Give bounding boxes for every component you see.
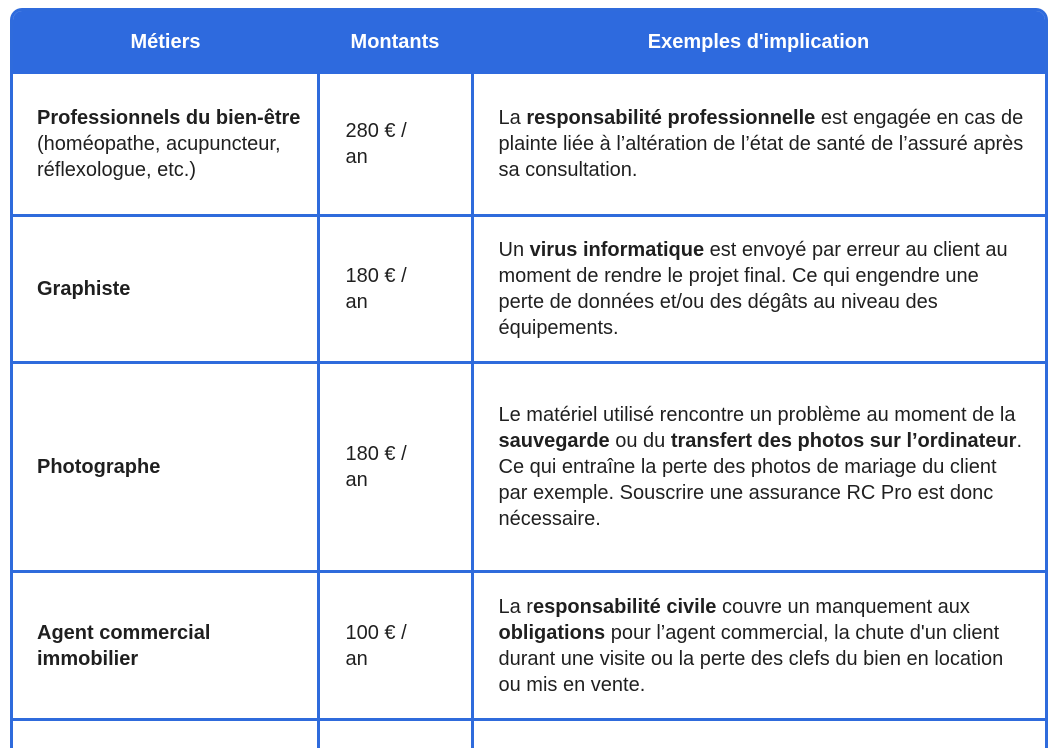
example-text: La r [499, 596, 533, 618]
exemple-cell [472, 363, 1045, 572]
montant-cell [318, 74, 472, 216]
metier-cell [13, 74, 318, 216]
montant-value: 180 € / an [346, 263, 426, 315]
emphasis-text: transfert des photos sur l’ordinateur [671, 430, 1017, 452]
insurance-table [13, 11, 1045, 748]
header-metiers: Métiers [13, 11, 318, 74]
exemple-cell-empty [472, 720, 1045, 748]
montant-value: 100 € / an [346, 620, 426, 672]
exemple-cell [472, 216, 1045, 363]
table-row [13, 216, 1045, 363]
insurance-table-container [10, 8, 1048, 748]
table-row [13, 572, 1045, 720]
header-montants: Montants [318, 11, 472, 74]
montant-cell-empty [318, 720, 472, 748]
example-text: est engagée en cas de plainte liée à l’altération de l’état de santé de l’assuré après sa consultation. [499, 107, 1024, 181]
metier-name: Professionnels du bien-être [37, 107, 300, 129]
example-text: pour l’agent commercial, la chute d'un client durant une visite ou la perte des clefs du bien en location ou mis en vente. [499, 622, 1004, 696]
emphasis-text: virus informatique [530, 239, 704, 261]
example-text: est envoyé par erreur au client au moment de rendre le projet final. Ce qui engendre une perte de données et/ou des dégâts au niveau des équipements. [499, 239, 1008, 339]
example-text: . Ce qui entraîne la perte des photos de mariage du client par exemple. Souscrire une assurance RC Pro est donc nécessaire. [499, 430, 1023, 530]
table-header [13, 11, 1045, 74]
table-row [13, 720, 1045, 748]
example-text: couvre un manquement aux [716, 596, 970, 618]
montant-cell [318, 363, 472, 572]
emphasis-text: sauvegarde [499, 430, 610, 452]
metier-cell-empty [13, 720, 318, 748]
metier-name: Graphiste [37, 278, 130, 300]
example-text: La [499, 107, 527, 129]
metier-cell [13, 216, 318, 363]
montant-value: 280 € / an [346, 118, 426, 170]
montant-cell [318, 572, 472, 720]
table-row [13, 74, 1045, 216]
metier-cell [13, 363, 318, 572]
emphasis-text: responsabilité professionnelle [526, 107, 815, 129]
metier-cell [13, 572, 318, 720]
exemple-cell [472, 74, 1045, 216]
exemple-cell [472, 572, 1045, 720]
table-row [13, 363, 1045, 572]
example-text: ou du [610, 430, 671, 452]
montant-cell [318, 216, 472, 363]
metier-name: Agent commercial immobilier [37, 620, 257, 672]
example-text: Un [499, 239, 530, 261]
metier-name: Photographe [37, 456, 160, 478]
emphasis-text: esponsabilité civile [533, 596, 716, 618]
example-text: Le matériel utilisé rencontre un problème au moment de la [499, 404, 1016, 426]
emphasis-text: obligations [499, 622, 606, 644]
metier-detail: (homéopathe, acupuncteur, réflexologue, etc.) [37, 133, 281, 181]
montant-value: 180 € / an [346, 441, 426, 493]
header-exemples: Exemples d'implication [472, 11, 1045, 74]
